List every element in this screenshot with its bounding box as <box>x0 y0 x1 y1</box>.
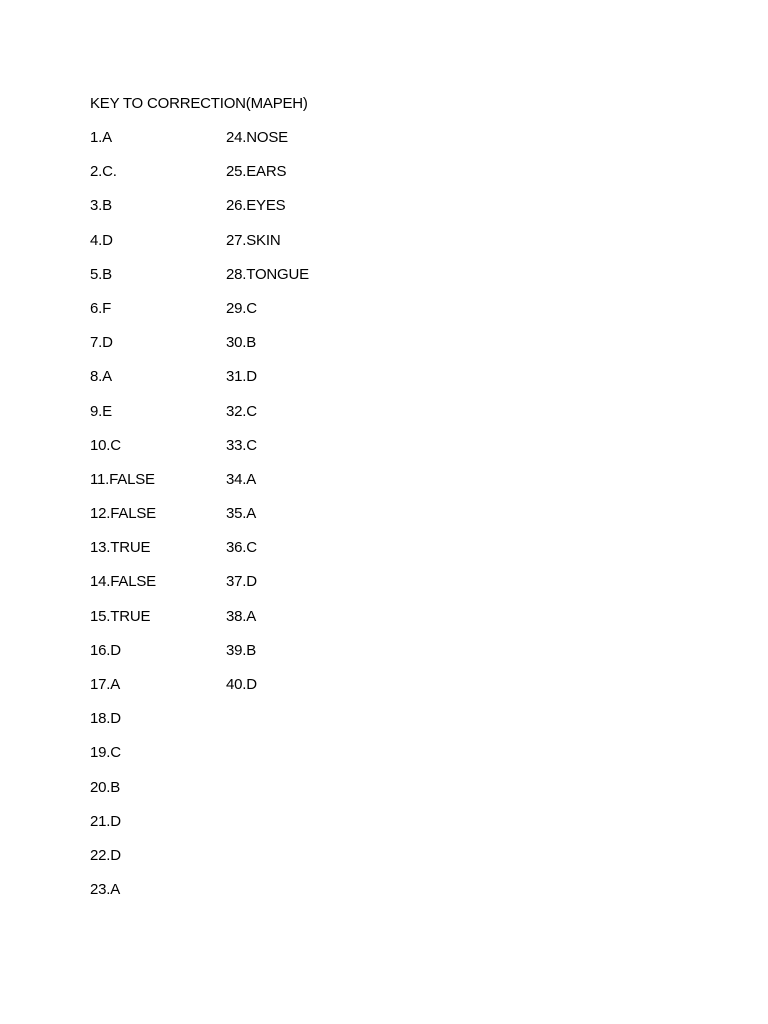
answer-item: 24.NOSE <box>226 129 288 146</box>
answer-item: 38.A <box>226 607 257 625</box>
answer-item: 1.A <box>90 129 112 146</box>
answer-item: 27.SKIN <box>226 231 281 249</box>
answer-item: 13.TRUE <box>90 539 151 557</box>
answer-item: 28.TONGUE <box>226 265 309 283</box>
answer-item: 22.D <box>90 846 121 864</box>
answer-item: 15.TRUE <box>90 607 151 625</box>
answer-item: 33.C <box>226 436 257 454</box>
answer-column-left <box>90 128 156 914</box>
answer-item: 2.C. <box>90 163 117 181</box>
answer-item: 30.B <box>226 334 257 352</box>
answer-item: 37.D <box>226 573 257 591</box>
answer-column-right <box>226 128 309 709</box>
answer-item: 20.B <box>90 778 121 796</box>
answer-item: 10.C <box>90 436 121 454</box>
answer-item: 9.E <box>90 402 112 420</box>
answer-item: 7.D <box>90 334 113 352</box>
answer-item: 3.B <box>90 197 112 215</box>
answer-item: 39.B <box>226 641 257 659</box>
answer-item: 26.EYES <box>226 197 286 215</box>
answer-item: 36.C <box>226 539 257 557</box>
answer-item: 31.D <box>226 368 257 386</box>
answer-item: 17.A <box>90 676 121 693</box>
answer-item: 40.D <box>226 676 257 693</box>
answer-item: 18.D <box>90 710 121 728</box>
answer-item: 14.FALSE <box>90 573 156 591</box>
answer-item: 29.C <box>226 299 257 317</box>
answer-item: 5.B <box>90 265 112 283</box>
answer-item: 25.EARS <box>226 163 287 181</box>
answer-item: 8.A <box>90 368 112 386</box>
answer-item: 34.A <box>226 470 257 488</box>
answer-item: 19.C <box>90 744 121 762</box>
answer-item: 6.F <box>90 299 112 317</box>
document-title: KEY TO CORRECTION(MAPEH) <box>90 95 308 112</box>
answer-item: 11.FALSE <box>90 470 155 488</box>
answer-item: 4.D <box>90 231 113 249</box>
answer-item: 12.FALSE <box>90 505 156 523</box>
answer-item: 32.C <box>226 402 257 420</box>
answer-item: 23.A <box>90 881 121 899</box>
answer-item: 21.D <box>90 812 121 830</box>
answer-item: 35.A <box>226 505 257 523</box>
answer-item: 16.D <box>90 641 121 659</box>
